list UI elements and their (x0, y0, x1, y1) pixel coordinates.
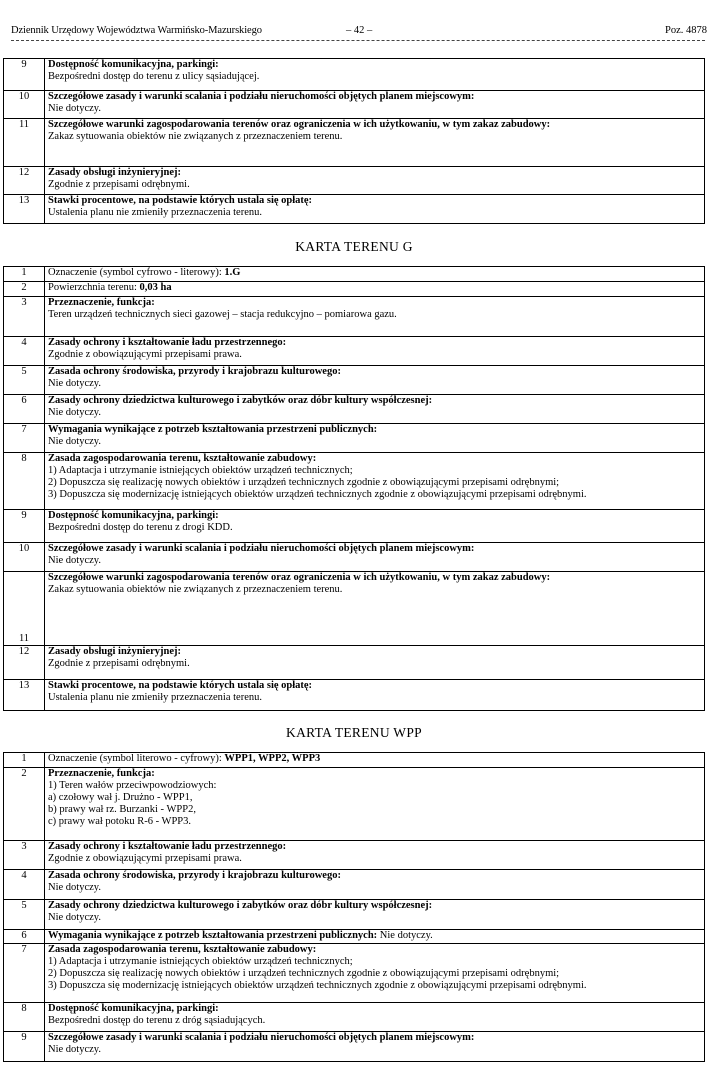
row-content: Szczegółowe zasady i warunki scalania i podziału nieruchomości objętych planem miejscowym: Nie dotyczy. (45, 1032, 705, 1062)
table-wpp (3, 752, 705, 1062)
row-content: Dostępność komunikacyjna, parkingi: Bezpośredni dostęp do terenu z drogi KDD. (45, 510, 705, 543)
table-row (4, 195, 705, 224)
row-content: Szczegółowe warunki zagospodarowania terenów oraz ograniczenia w ich użytkowaniu, w tym zakaz zabudowy: Zakaz sytuowania obiektów nie związanych z przeznaczeniem terenu. (45, 119, 705, 167)
row-content: Przeznaczenie, funkcja: Teren urządzeń technicznych sieci gazowej – stacja redukcyjno – pomiarowa gazu. (45, 297, 705, 337)
row-number: 5 (4, 366, 45, 395)
table-row (4, 119, 705, 167)
row-number: 10 (4, 91, 45, 119)
table-row (4, 453, 705, 510)
row-number: 10 (4, 543, 45, 572)
row-number: 9 (4, 510, 45, 543)
row-number: 2 (4, 768, 45, 841)
table-row (4, 841, 705, 870)
table-row (4, 543, 705, 572)
table-row (4, 267, 705, 282)
table-row (4, 282, 705, 297)
row-number: 3 (4, 297, 45, 337)
row-content: Zasady ochrony i kształtowanie ładu przestrzennego: Zgodnie z obowiązującymi przepisami prawa. (45, 337, 705, 366)
row-number: 7 (4, 424, 45, 453)
table-row (4, 944, 705, 1003)
page-header (11, 25, 707, 39)
row-number: 6 (4, 930, 45, 944)
table-row (4, 424, 705, 453)
row-content: Zasada zagospodarowania terenu, kształtowanie zabudowy: 1) Adaptacja i utrzymanie istniejących obiektów urządzeń technicznych; 2) Dopuszcza się realizację nowych obiektów i urządzeń technicznych zgodnie z obowiązującymi przepisami odrębnymi; 3) Dopuszcza się modernizację istniejących obiektów urządzeń technicznych zgodnie z obowiązującymi przepisami odrębnymi. (45, 944, 705, 1003)
table-row (4, 768, 705, 841)
table-row (4, 680, 705, 711)
position-number: Poz. 4878 (665, 25, 707, 36)
header-rule (11, 40, 705, 41)
row-number: 1 (4, 753, 45, 768)
table-row (4, 59, 705, 91)
row-number: 13 (4, 680, 45, 711)
row-content: Stawki procentowe, na podstawie których ustala się opłatę: Ustalenia planu nie zmieniły przeznaczenia terenu. (45, 680, 705, 711)
row-content: Zasady obsługi inżynieryjnej: Zgodnie z przepisami odrębnymi. (45, 646, 705, 680)
table-row (4, 870, 705, 900)
table-continuation (3, 58, 705, 224)
row-content: Stawki procentowe, na podstawie których ustala się opłatę: Ustalenia planu nie zmieniły przeznaczenia terenu. (45, 195, 705, 224)
row-content: Dostępność komunikacyjna, parkingi: Bezpośredni dostęp do terenu z dróg sąsiadujących. (45, 1003, 705, 1032)
row-number: 9 (4, 59, 45, 91)
row-number: 3 (4, 841, 45, 870)
row-content: Wymagania wynikające z potrzeb kształtowania przestrzeni publicznych: Nie dotyczy. (45, 930, 705, 944)
row-number: 2 (4, 282, 45, 297)
row-content: Zasady obsługi inżynieryjnej: Zgodnie z przepisami odrębnymi. (45, 167, 705, 195)
table-row (4, 297, 705, 337)
row-content: Szczegółowe zasady i warunki scalania i podziału nieruchomości objętych planem miejscowym: Nie dotyczy. (45, 91, 705, 119)
row-content: Zasada zagospodarowania terenu, kształtowanie zabudowy: 1) Adaptacja i utrzymanie istniejących obiektów urządzeń technicznych; 2) Dopuszcza się realizację nowych obiektów i urządzeń technicznych zgodnie z obowiązującymi przepisami odrębnymi; 3) Dopuszcza się modernizację istniejących obiektów urządzeń technicznych zgodnie z obowiązującymi przepisami odrębnymi. (45, 453, 705, 510)
row-number: 4 (4, 870, 45, 900)
row-content: Zasady ochrony dziedzictwa kulturowego i zabytków oraz dóbr kultury współczesnej: Nie dotyczy. (45, 395, 705, 424)
row-content: Powierzchnia terenu: 0,03 ha (45, 282, 705, 297)
table-row (4, 91, 705, 119)
row-number: 5 (4, 900, 45, 930)
row-number: 4 (4, 337, 45, 366)
row-content: Oznaczenie (symbol cyfrowo - literowy): 1.G (45, 267, 705, 282)
row-content: Zasada ochrony środowiska, przyrody i krajobrazu kulturowego: Nie dotyczy. (45, 366, 705, 395)
section-title-wpp: KARTA TERENU WPP (286, 725, 422, 740)
row-content: Przeznaczenie, funkcja: 1) Teren wałów przeciwpowodziowych: a) czołowy wał j. Drużno - WPP1, b) prawy wał rz. Burzanki - WPP2, c) prawy wał potoku R-6 - WPP3. (45, 768, 705, 841)
row-content: Szczegółowe zasady i warunki scalania i podziału nieruchomości objętych planem miejscowym: Nie dotyczy. (45, 543, 705, 572)
table-row (4, 167, 705, 195)
row-number: 7 (4, 944, 45, 1003)
table-row (4, 1032, 705, 1062)
row-number: 12 (4, 646, 45, 680)
section-title-g: KARTA TERENU G (295, 239, 413, 254)
row-number: 11 (4, 572, 45, 646)
table-row (4, 395, 705, 424)
table-row (4, 900, 705, 930)
page-number: – 42 – (346, 25, 373, 36)
table-row (4, 510, 705, 543)
row-content: Wymagania wynikające z potrzeb kształtowania przestrzeni publicznych: Nie dotyczy. (45, 424, 705, 453)
row-number: 13 (4, 195, 45, 224)
row-number: 9 (4, 1032, 45, 1062)
row-content: Szczegółowe warunki zagospodarowania terenów oraz ograniczenia w ich użytkowaniu, w tym zakaz zabudowy: Zakaz sytuowania obiektów nie związanych z przeznaczeniem terenu. (45, 572, 705, 646)
row-content: Zasada ochrony środowiska, przyrody i krajobrazu kulturowego: Nie dotyczy. (45, 870, 705, 900)
table-g (3, 266, 705, 711)
table-row (4, 366, 705, 395)
row-number: 8 (4, 453, 45, 510)
table-row (4, 646, 705, 680)
row-content: Zasady ochrony dziedzictwa kulturowego i zabytków oraz dóbr kultury współczesnej: Nie dotyczy. (45, 900, 705, 930)
row-content: Zasady ochrony i kształtowanie ładu przestrzennego: Zgodnie z obowiązującymi przepisami prawa. (45, 841, 705, 870)
table-row (4, 930, 705, 944)
row-number: 11 (4, 119, 45, 167)
table-row (4, 337, 705, 366)
table-row (4, 753, 705, 768)
journal-title: Dziennik Urzędowy Województwa Warmińsko-Mazurskiego (11, 25, 262, 36)
table-row (4, 572, 705, 646)
row-content: Oznaczenie (symbol literowo - cyfrowy): WPP1, WPP2, WPP3 (45, 753, 705, 768)
table-row (4, 1003, 705, 1032)
row-number: 6 (4, 395, 45, 424)
row-content: Dostępność komunikacyjna, parkingi: Bezpośredni dostęp do terenu z ulicy sąsiadującej. (45, 59, 705, 91)
row-number: 12 (4, 167, 45, 195)
row-number: 8 (4, 1003, 45, 1032)
row-number: 1 (4, 267, 45, 282)
